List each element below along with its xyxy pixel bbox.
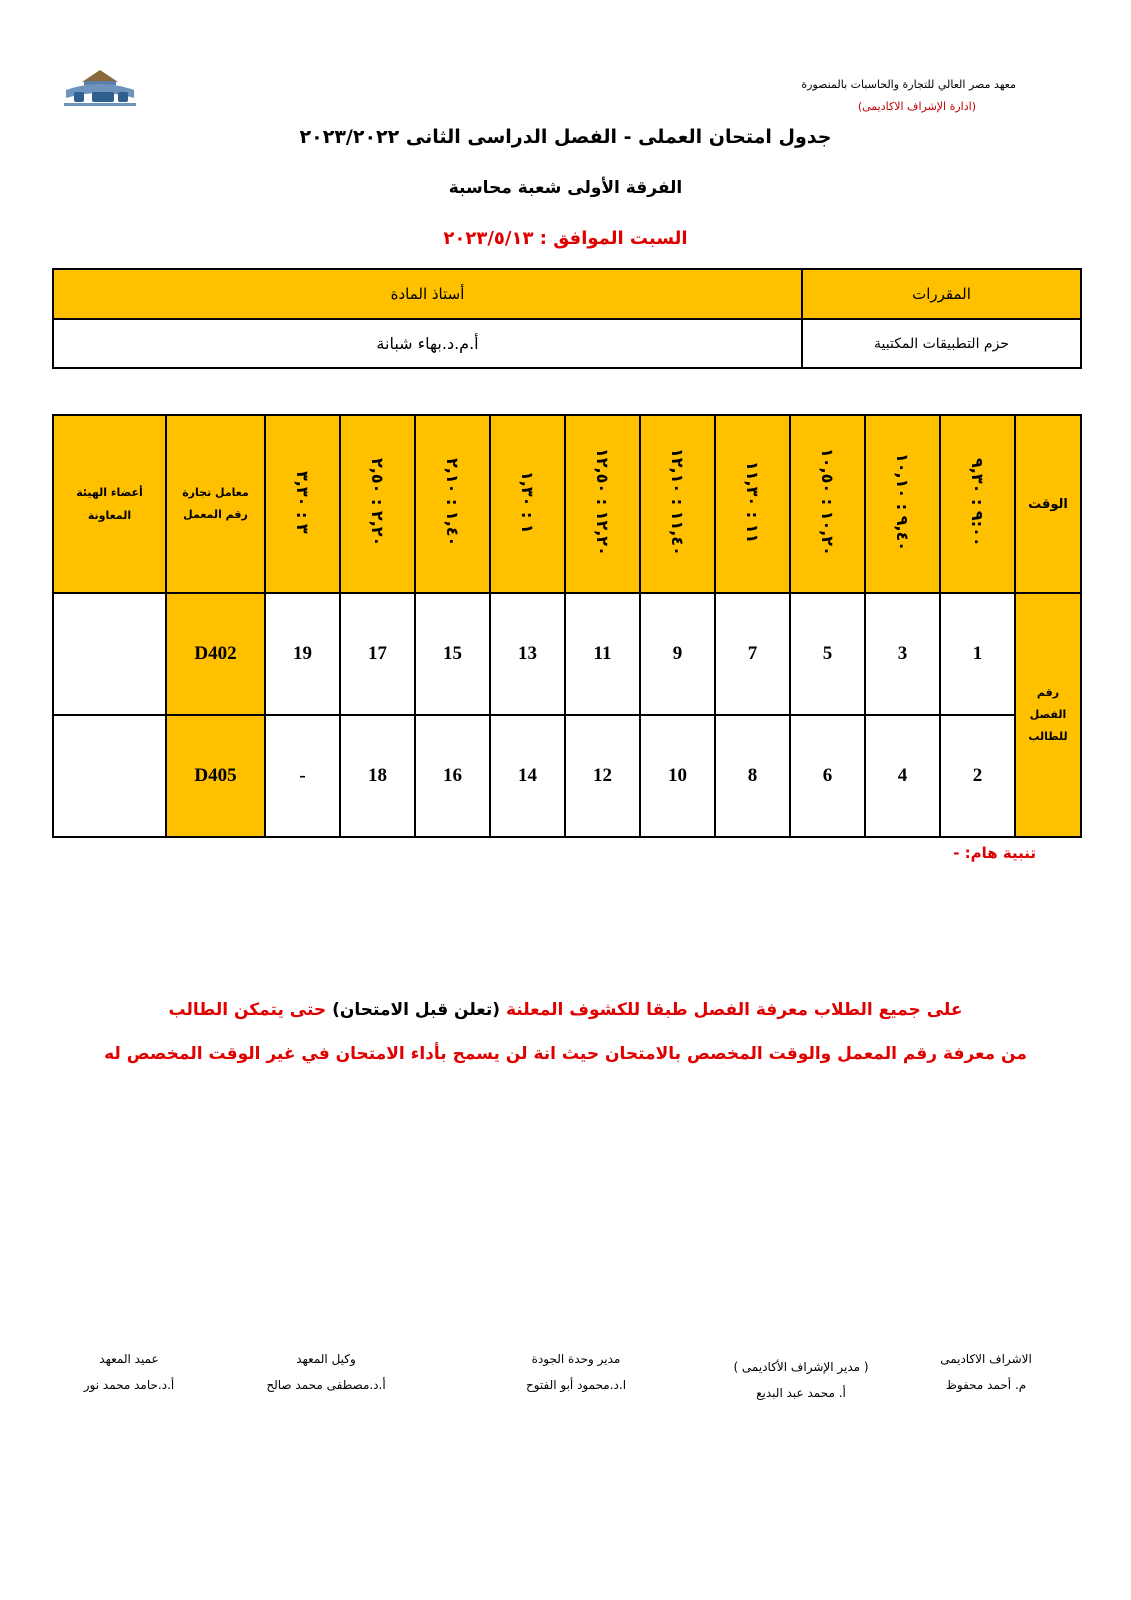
notice-line-1-a: على جميع الطلاب معرفة الفصل طبقا للكشوف المعلنة bbox=[505, 1000, 963, 1020]
class-cell: 4 bbox=[865, 715, 940, 837]
signature-title: وكيل المعهد bbox=[296, 1352, 356, 1366]
teacher-name: أ.م.د.بهاء شبانة bbox=[53, 319, 802, 368]
time-slot-5: ١١,٤٠ : ١٢,١٠ bbox=[640, 415, 715, 593]
class-cell: 5 bbox=[790, 593, 865, 715]
signature-quality-director bbox=[486, 1352, 666, 1392]
notice-line-2: من معرفة رقم المعمل والوقت المخصص بالامتحان حيث انة لن يسمح بأداء الامتحان في غير الوقت المخصص له bbox=[104, 1044, 1027, 1064]
class-cell: 7 bbox=[715, 593, 790, 715]
time-header: الوقت bbox=[1015, 415, 1081, 593]
staff-cell bbox=[53, 715, 166, 837]
time-slot-4: ١١ : ١١,٣٠ bbox=[715, 415, 790, 593]
class-cell: 12 bbox=[565, 715, 640, 837]
signature-name: أ.د.مصطفى محمد صالح bbox=[266, 1378, 386, 1392]
signature-academic-director bbox=[711, 1360, 891, 1400]
teacher-header: أستاذ المادة bbox=[53, 269, 802, 319]
lab-header-line2: رقم المعمل bbox=[183, 508, 248, 521]
class-cell: 2 bbox=[940, 715, 1015, 837]
class-cell: 15 bbox=[415, 593, 490, 715]
class-cell: 14 bbox=[490, 715, 565, 837]
class-cell: 1 bbox=[940, 593, 1015, 715]
signature-vice-dean bbox=[236, 1352, 416, 1392]
notice-line-1-c: حتى يتمكن الطالب bbox=[168, 1000, 327, 1020]
class-cell: 16 bbox=[415, 715, 490, 837]
exam-date: السبت الموافق : ٢٠٢٣/٥/١٣ bbox=[443, 228, 688, 249]
signature-title: عميد المعهد bbox=[99, 1352, 159, 1366]
row-label bbox=[1015, 593, 1081, 837]
class-cell: 6 bbox=[790, 715, 865, 837]
staff-cell bbox=[53, 593, 166, 715]
class-cell: 8 bbox=[715, 715, 790, 837]
class-cell: 11 bbox=[565, 593, 640, 715]
class-cell: 10 bbox=[640, 715, 715, 837]
class-cell: 18 bbox=[340, 715, 415, 837]
time-slot-3: ١٠,٢٠ : ١٠,٥٠ bbox=[790, 415, 865, 593]
signature-title: الاشراف الاكاديمى bbox=[940, 1352, 1032, 1366]
notice-line-1 bbox=[0, 1000, 1131, 1020]
lab-header-line1: معامل تجارة bbox=[182, 486, 249, 499]
class-cell: 17 bbox=[340, 593, 415, 715]
institute-name: معهد مصر العالي للتجارة والحاسبات بالمنصورة bbox=[801, 78, 1016, 91]
course-name: حزم التطبيقات المكتبية bbox=[802, 319, 1081, 368]
time-slot-2: ٩,٤٠ : ١٠,١٠ bbox=[865, 415, 940, 593]
schedule-table bbox=[52, 414, 1082, 838]
signature-academic-supervision bbox=[896, 1352, 1076, 1392]
time-slot-1: ٩:٠٠ : ٩,٣٠ bbox=[940, 415, 1015, 593]
class-cell: 19 bbox=[265, 593, 340, 715]
class-cell: 9 bbox=[640, 593, 715, 715]
signature-dean bbox=[39, 1352, 219, 1392]
class-cell: - bbox=[265, 715, 340, 837]
page-title: جدول امتحان العملى - الفصل الدراسى الثانى ٢٠٢٣/٢٠٢٢ bbox=[299, 126, 832, 148]
time-slot-8: ١,٤٠ : ٢,١٠ bbox=[415, 415, 490, 593]
signature-title: مدير وحدة الجودة bbox=[531, 1352, 621, 1366]
course-table bbox=[52, 268, 1082, 369]
notice-line-1-b: (تعلن قبل الامتحان) bbox=[332, 1000, 501, 1020]
lab-cell: D405 bbox=[166, 715, 265, 837]
class-cell: 3 bbox=[865, 593, 940, 715]
signature-name: أ. محمد عبد البديع bbox=[756, 1386, 846, 1400]
courses-header: المقررات bbox=[802, 269, 1081, 319]
row-label-line2: للطالب bbox=[1028, 730, 1068, 743]
department-name: (ادارة الإشراف الاكاديمى) bbox=[857, 100, 976, 113]
row-label-line1: رقم الفصل bbox=[1029, 686, 1067, 721]
signature-name: ا.د.محمود أبو الفتوح bbox=[525, 1378, 627, 1392]
page-subtitle: الفرقة الأولى شعبة محاسبة bbox=[448, 178, 683, 198]
time-slot-9: ٢,٢٠ : ٢,٥٠ bbox=[340, 415, 415, 593]
warning-label: تنبية هام: - bbox=[953, 844, 1036, 862]
time-slot-6: ١٢,٢٠ : ١٢,٥٠ bbox=[565, 415, 640, 593]
signature-title: ( مدير الإشراف الأكاديمى ) bbox=[733, 1360, 869, 1374]
lab-cell: D402 bbox=[166, 593, 265, 715]
staff-header: أعضاء الهيئة المعاونة bbox=[53, 415, 166, 593]
lab-header bbox=[166, 415, 265, 593]
class-cell: 13 bbox=[490, 593, 565, 715]
time-slot-10: ٣ : ٣,٣٠ bbox=[265, 415, 340, 593]
time-slot-7: ١ : ١,٣٠ bbox=[490, 415, 565, 593]
institute-logo bbox=[58, 68, 142, 112]
signature-name: م. أحمد محفوظ bbox=[945, 1378, 1027, 1392]
signature-name: أ.د.حامد محمد نور bbox=[83, 1378, 175, 1392]
